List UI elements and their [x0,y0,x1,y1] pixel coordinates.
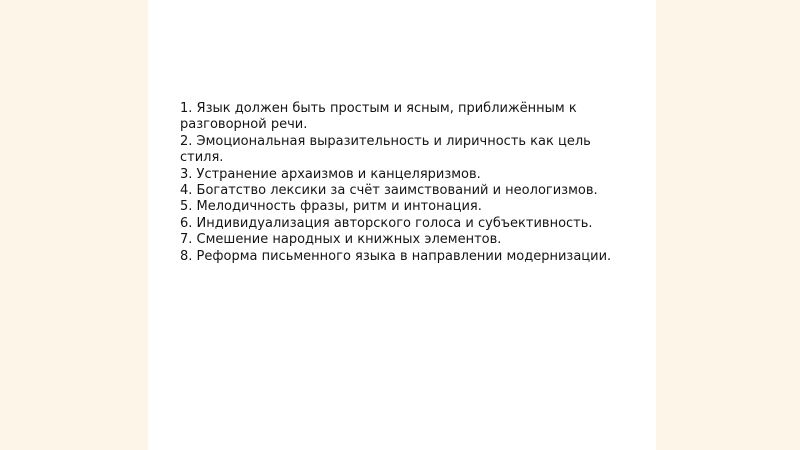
list-item-7: 7. Смешение народных и книжных элементов. [180,232,502,248]
list-item-4: 4. Богатство лексики за счёт заимствований и неологизмов. [180,183,598,199]
document-page [148,0,656,450]
numbered-list [180,101,630,265]
list-item-2: 2. Эмоциональная выразительность и лиричность как цель стиля. [180,133,591,166]
list-item-5: 5. Мелодичность фразы, ритм и интонация. [180,199,482,215]
list-item-8: 8. Реформа письменного языка в направлении модернизации. [180,248,612,264]
list-item-1: 1. Язык должен быть простым и ясным, приближённым к разговорной речи. [180,101,577,133]
list-item-3: 3. Устранение архаизмов и канцеляризмов. [180,166,481,182]
list-item-6: 6. Индивидуализация авторского голоса и субъективность. [180,215,593,231]
